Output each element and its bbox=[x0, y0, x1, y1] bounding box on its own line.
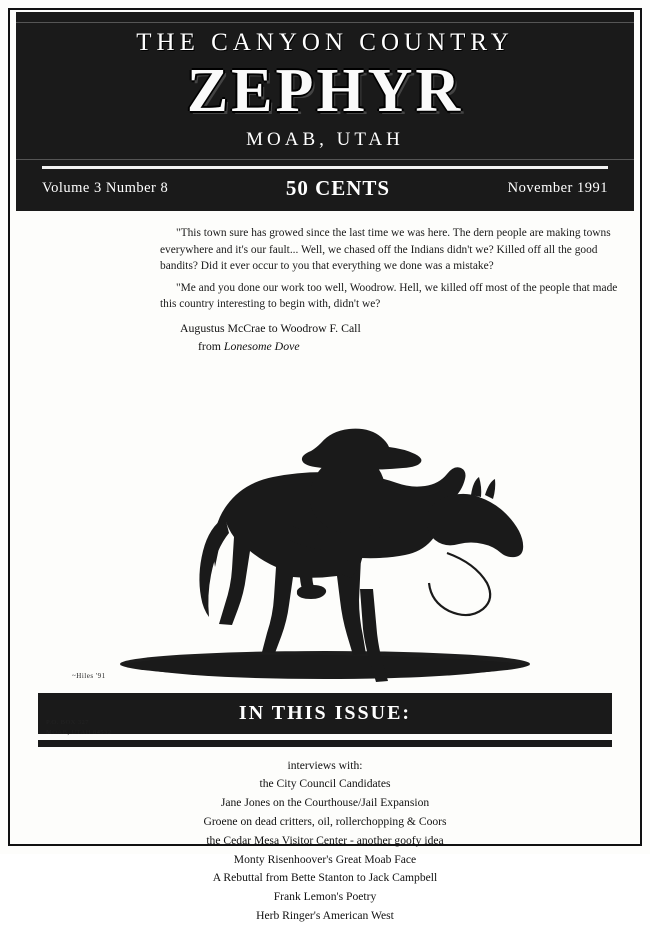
quote-attribution bbox=[180, 320, 640, 354]
issue-date: November 1991 bbox=[507, 180, 608, 197]
mailing-address-line1: P.O. BOX 327 bbox=[46, 719, 89, 726]
epigraph-quote bbox=[160, 225, 618, 312]
attribution-from-label: from bbox=[198, 338, 224, 353]
contents-item: Herb Ringer's American West bbox=[256, 908, 394, 922]
paper-city: MOAB, UTAH bbox=[246, 129, 404, 151]
contents-item: A Rebuttal from Bette Stanton to Jack Campbell bbox=[212, 871, 438, 885]
contents-item: the City Council Candidates bbox=[259, 777, 391, 791]
attribution-source-title: Lonesome Dove bbox=[223, 338, 300, 353]
issue-bar bbox=[16, 169, 634, 207]
contents-item: Frank Lemon's Poetry bbox=[273, 890, 377, 904]
contents-item: Groene on dead critters, oil, rollerchopping & Coors bbox=[203, 814, 447, 828]
contents-item: the Cedar Mesa Visitor Center - another goofy idea bbox=[206, 833, 444, 847]
paper-kicker: THE CANYON COUNTRY bbox=[136, 29, 514, 56]
contents-item: Monty Risenhoover's Great Moab Face bbox=[233, 852, 417, 866]
quote-paragraph-1: "This town sure has growed since the last time we was here. The dern people are making towns everywhere and it's our fault... Well, we chased off the Indians didn't we? Killed off all the good bandits? Did it ever occur to you that everything we done was a mistake? bbox=[160, 227, 611, 272]
quote-paragraph-2: "Me and you done our work too well, Woodrow. Hell, we killed off most of the people that made this country interesting to begin with, didn't we? bbox=[160, 282, 618, 311]
issue-volume: Volume 3 Number 8 bbox=[42, 180, 169, 197]
masthead-inner bbox=[16, 22, 634, 160]
contents-item: Jane Jones on the Courthouse/Jail Expansion bbox=[220, 796, 430, 810]
cover-artwork bbox=[20, 357, 630, 687]
mailing-address bbox=[46, 718, 111, 738]
cowboy-on-horse-silhouette bbox=[75, 357, 575, 682]
contents-list bbox=[10, 757, 640, 926]
contents-intro: interviews with: bbox=[287, 758, 363, 772]
mailing-address-line2: MOAB, UTAH 84532 bbox=[46, 728, 112, 736]
issue-price: 50 CENTS bbox=[285, 176, 391, 201]
attribution-speaker: Augustus McCrae to Woodrow F. Call bbox=[180, 321, 361, 336]
banner-rule bbox=[38, 740, 612, 747]
masthead bbox=[16, 12, 634, 211]
in-this-issue-banner: IN THIS ISSUE: bbox=[38, 693, 612, 734]
attribution-source-line bbox=[198, 338, 640, 355]
artist-signature: ~Hiles '91 bbox=[72, 671, 106, 680]
paper-title: ZEPHYR bbox=[186, 57, 464, 125]
